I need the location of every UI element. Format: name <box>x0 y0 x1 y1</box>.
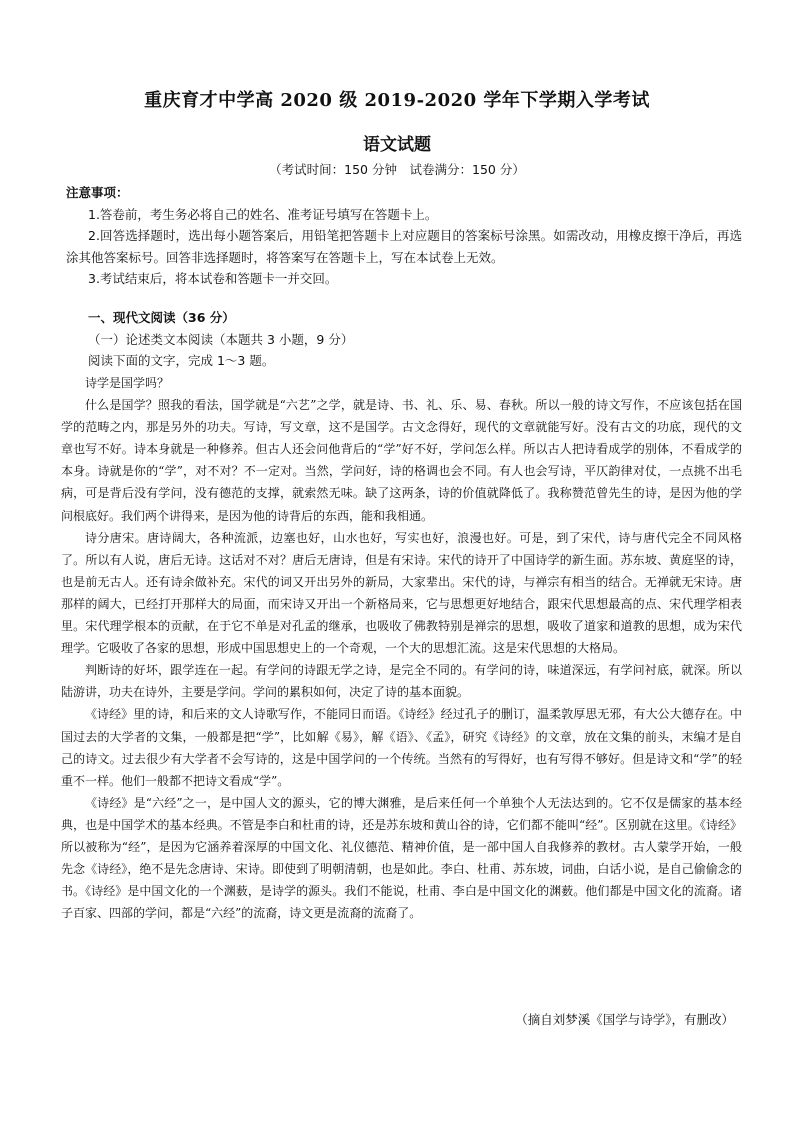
article-paragraph: 《诗经》里的诗，和后来的文人诗歌写作，不能同日而语。《诗经》经过孔子的删订，温柔敦厚思无邪，有大公大德存在。中国过去的大学者的文集，一般都是把“学”，比如解《易》，解《语》、《孟》，研究《诗经》的文章，放在文集的前头，末编才是自己的诗文。过去很少有大学者不会写诗的，这是中国学问的一个传统。当然有的写得好，也有写得不够好。但是诗文和“学”的轻重不一样。他们一般都不把诗文看成“学”。 <box>61 707 742 788</box>
page-title: 重庆育才中学高 2020 级 2019-2020 学年下学期入学考试 <box>144 90 650 111</box>
section-subtitle: （一）论述类文本阅读（本题共 3 小题，9 分） <box>88 331 354 347</box>
page-subtitle: 语文试题 <box>363 135 431 155</box>
section-instruction: 阅读下面的文字，完成 1～3 题。 <box>88 353 275 368</box>
section-header <box>66 307 742 372</box>
notice-item: 2.回答选择题时，选出每小题答案后，用铅笔把答题卡上对应题目的答案标号涂黑。如需改动，用橡皮擦干净后，再选涂其他答案标号。回答非选择题时，将答案写在答题卡上，写在本试卷上无效。 <box>66 228 742 265</box>
article-body <box>61 372 742 924</box>
notice-item: 3.考试结束后，将本试卷和答题卡一并交回。 <box>88 271 338 286</box>
notice-block <box>66 182 742 290</box>
article-paragraph: 诗分唐宋。唐诗阔大，各种流派，边塞也好，山水也好，写实也好，浪漫也好。可是，到了宋代，诗与唐代完全不同风格了。所以有人说，唐后无诗。这话对不对？唐后无唐诗，但是有宋诗。宋代的诗开了中国诗学的新生面。苏东坡、黄庭坚的诗，也是前无古人。还有诗余做补充。宋代的词又开出另外的新局，大家辈出。宋代的诗，与禅宗有相当的结合。无禅就无宋诗。唐那样的阔大，已经打开那样大的局面，而宋诗又开出一个新格局来，它与思想更好地结合，跟宋代思想最高的点、宋代理学相表里。宋代理学根本的贡献，在于它不单是对孔孟的继承，也吸收了佛教特别是禅宗的思想，吸收了道家和道教的思想，成为宋代理学。它吸收了各家的思想，形成中国思想史上的一个奇观，一个大的思想汇流。这是宋代思想的大格局。 <box>61 530 742 656</box>
notice-item: 1.答卷前，考生务必将自己的姓名、准考证号填写在答题卡上。 <box>88 206 438 222</box>
article-paragraph: 判断诗的好坏，跟学连在一起。有学问的诗跟无学之诗，是完全不同的。有学问的诗，味道深远，有学问衬底，就深。所以陆游讲，功夫在诗外，主要是学问。学问的累积如何，决定了诗的基本面貌。 <box>61 663 742 700</box>
article-paragraph: 什么是国学？照我的看法，国学就是“六艺”之学，就是诗、书、礼、乐、易、春秋。所以一般的诗文写作，不应该包括在国学的范畴之内，那是另外的功夫。写诗，写文章，这不是国学。古文念得好，现代的文章就能写好。没有古文的功底，现代的文章也写不好。诗本身就是一种修养。但古人还会问他背后的“学”好不好，学问怎么样。所以古人把诗看成学的别体，不看成学的本身。诗就是你的“学”，对不对？不一定对。当然，学问好，诗的格调也会不同。有人也会写诗，平仄韵律对仗，一点挑不出毛病，可是背后没有学问，没有德范的支撑，就索然无味。缺了这两条，诗的价值就降低了。我称赞范曾先生的诗，是因为他的学问根底好。我们两个讲得来，是因为他的诗背后的东西，能和我相通。 <box>61 398 742 523</box>
section-title: 一、现代文阅读（36 分） <box>88 310 235 325</box>
notice-heading: 注意事项： <box>66 185 129 200</box>
exam-info: （考试时间：150 分钟 试卷满分：150 分） <box>269 162 525 177</box>
article-paragraph: 《诗经》是“六经”之一，是中国人文的源头，它的博大渊雅，是后来任何一个单独个人无法达到的。它不仅是儒家的基本经典，也是中国学术的基本经典。不管是李白和杜甫的诗，还是苏东坡和黄山谷的诗，它们都不能叫“经”。区别就在这里。《诗经》所以被称为“经”，是因为它涵养着深厚的中国文化、礼仪德范、精神价值，是一部中国人自我修养的教材。古人蒙学开始，一般先念《诗经》，绝不是先念唐诗、宋诗。即使到了明朝清朝，也是如此。李白、杜甫、苏东坡，词曲，白话小说，是自己偷偷念的书。《诗经》是中国文化的一个渊薮，是诗学的源头。我们不能说，杜甫、李白是中国文化的渊薮。他们都是中国文化的流裔。诸子百家、四部的学问，都是“六经”的流裔，诗文更是流裔的流裔了。 <box>61 795 742 921</box>
article-heading: 诗学是国学吗？ <box>85 376 170 390</box>
article-source: （摘自刘梦溪《国学与诗学》，有删改） <box>515 1012 734 1027</box>
